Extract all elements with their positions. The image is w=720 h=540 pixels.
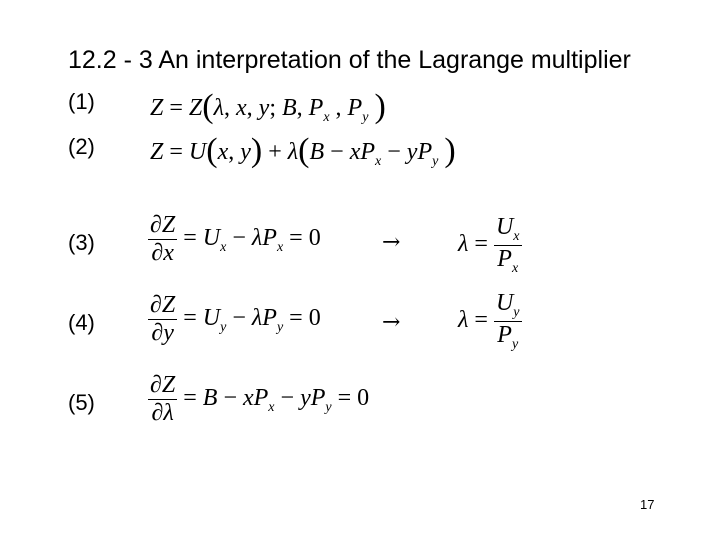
lambda-solution-3: λ = $\frac{U_x}{P_x}$ xyxy=(458,214,520,276)
eq-label-4: (4) xyxy=(68,310,95,335)
eq-label-3: (3) xyxy=(68,230,95,255)
lambda-solution-4: λ = $\frac{U_y}{P_y}$ xyxy=(458,290,520,352)
equation-3: $\frac{\partial Z}{\partial x}$ = $U_x - \lambda P_x = 0$ xyxy=(150,212,321,266)
implies-arrow-4: → xyxy=(382,310,401,335)
slide-title: 12.2 - 3 An interpretation of the Lagrange multiplier xyxy=(68,46,631,74)
equation-2: Z = U(x, $y) + \lambda(B - xP_x - yP_y$ ) xyxy=(150,132,456,169)
eq-label-2: (2) xyxy=(68,134,95,159)
equation-4: $\frac{\partial Z}{\partial y}$ = $U_y - \lambda P_y = 0$ xyxy=(150,292,321,346)
eq-label-5: (5) xyxy=(68,390,95,415)
equation-5: $\frac{\partial Z}{\partial\lambda}$ = $B - xP_x - yP_y = 0$ xyxy=(150,372,370,426)
eq-label-1: (1) xyxy=(68,89,95,114)
page-number: 17 xyxy=(640,497,655,512)
implies-arrow-3: → xyxy=(382,230,401,255)
equation-1: Z = Z(λ, x, y; B, $P_x$ , $P_y$ ) xyxy=(150,88,386,125)
